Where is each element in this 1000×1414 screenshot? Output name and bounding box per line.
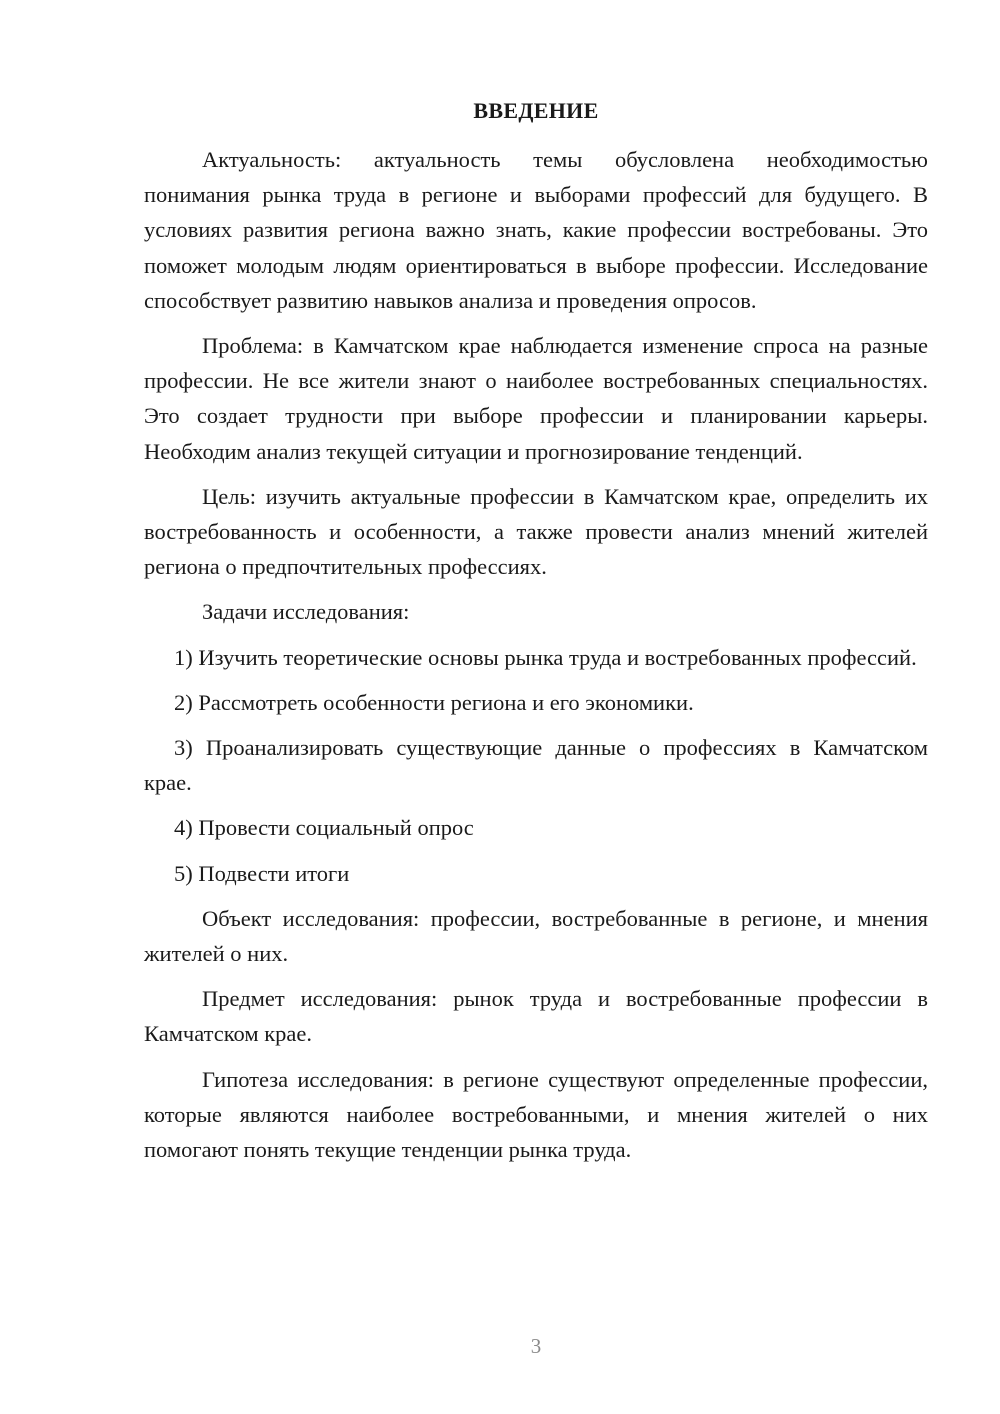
paragraph-problem: Проблема: в Камчатском крае наблюдается изменение спроса на разные профессии. Не все жители знают о наиболее востребованных специальностях. Это создает трудности при выборе профессии и планировании карьеры. Необходим анализ текущей ситуации и прогнозирование тенденций. [144,333,928,464]
page-number: 3 [530,1334,542,1358]
section-title: ВВЕДЕНИЕ [473,98,599,123]
task-item-5: 5) Подвести итоги [174,860,350,886]
task-item-1: 1) Изучить теоретические основы рынка труда и востребованных профессий. [174,644,917,670]
paragraph-object: Объект исследования: профессии, востребованные в регионе, и мнения жителей о них. [144,905,928,967]
document-body [144,142,928,1177]
paragraph-hypothesis: Гипотеза исследования: в регионе существуют определенные профессии, которые являются наиболее востребованными, и мнения жителей о них помогают понять текущие тенденции рынка труда. [144,1066,928,1163]
paragraph-goal: Цель: изучить актуальные профессии в Камчатском крае, определить их востребованность и особенности, а также провести анализ мнений жителей региона о предпочтительных профессиях. [144,483,928,580]
paragraph-tasks-heading: Задачи исследования: [202,599,410,625]
task-item-4: 4) Провести социальный опрос [174,815,474,841]
paragraph-relevance: Актуальность: актуальность темы обусловлена необходимостью понимания рынка труда в регионе и выборами профессий для будущего. В условиях развития региона важно знать, какие профессии востребованы. Это поможет молодым людям ориентироваться в выборе профессии. Исследование способствует развитию навыков анализа и проведения опросов. [144,147,928,313]
task-item-2: 2) Рассмотреть особенности региона и его экономики. [174,689,694,715]
task-item-3: 3) Проанализировать существующие данные о профессиях в Камчатском крае. [144,735,928,796]
paragraph-subject: Предмет исследования: рынок труда и востребованные профессии в Камчатском крае. [144,986,928,1047]
document-page [144,0,928,1414]
